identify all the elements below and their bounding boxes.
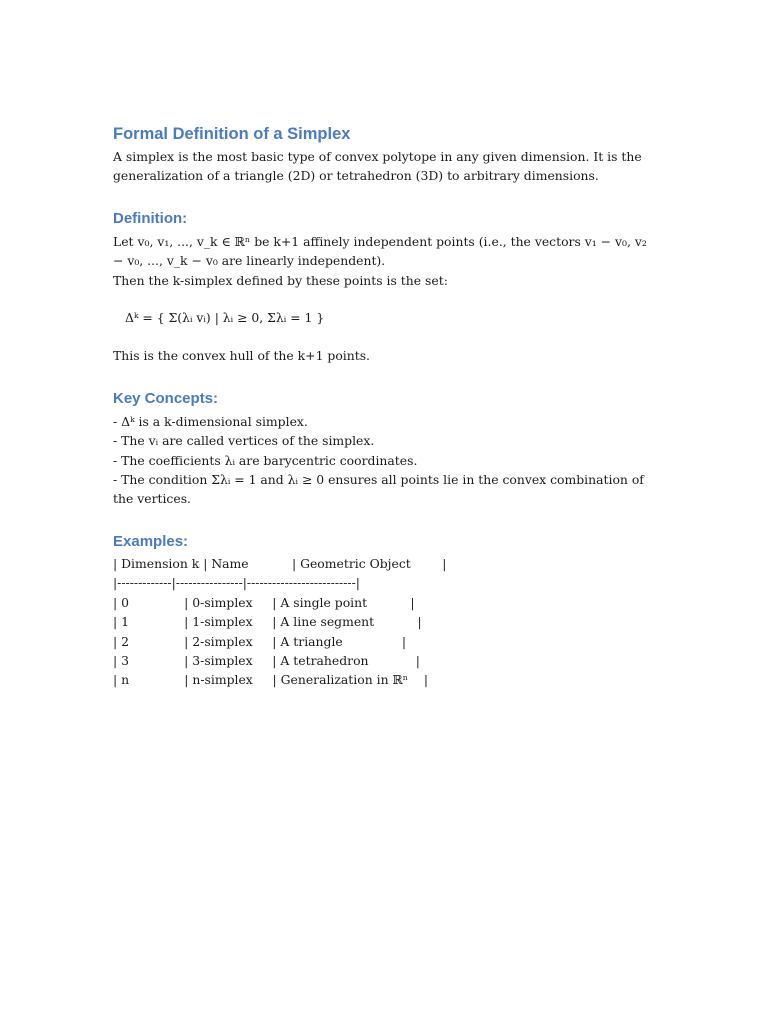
convex-hull-note: This is the convex hull of the k+1 points. xyxy=(113,348,370,364)
table-row: | 0 | 0-simplex | A single point | xyxy=(113,594,415,610)
list-item: - The vᵢ are called vertices of the simplex. xyxy=(113,433,375,449)
examples-table xyxy=(113,554,658,690)
examples-heading: Examples: xyxy=(113,532,189,550)
list-item: - The coefficients λᵢ are barycentric coordinates. xyxy=(113,452,418,468)
key-concepts-list xyxy=(113,412,658,509)
intro-paragraph: A simplex is the most basic type of convex polytope in any given dimension. It is the generalization of a triangle (2D) or tetrahedron (3D) to arbitrary dimensions. xyxy=(113,149,642,184)
list-item: - Δᵏ is a k-dimensional simplex. xyxy=(113,413,308,429)
definition-heading: Definition: xyxy=(113,209,188,227)
table-row: | 3 | 3-simplex | A tetrahedron | xyxy=(113,652,420,668)
table-row: | n | n-simplex | Generalization in ℝⁿ | xyxy=(113,672,429,688)
document-title: Formal Definition of a Simplex xyxy=(113,125,351,143)
list-item: - The condition Σλᵢ = 1 and λᵢ ≥ 0 ensures all points lie in the convex combination of the vertices. xyxy=(113,472,644,507)
table-header-row: | Dimension k | Name | Geometric Object | xyxy=(113,555,447,571)
key-concepts-heading: Key Concepts: xyxy=(113,389,219,407)
definition-line-1: Let v₀, v₁, ..., v_k ∈ ℝⁿ be k+1 affinely independent points (i.e., the vectors v₁ − v₀, v₂ − v₀, ..., v_k − v₀ are linearly independent). xyxy=(113,233,647,269)
table-row: | 1 | 1-simplex | A line segment | xyxy=(113,614,422,630)
document-page xyxy=(113,124,658,690)
table-row: | 2 | 2-simplex | A triangle | xyxy=(113,633,407,649)
table-separator-row: |-------------|----------------|--------------------------| xyxy=(113,575,360,591)
simplex-formula: Δᵏ = { Σ(λᵢ vᵢ) | λᵢ ≥ 0, Σλᵢ = 1 } xyxy=(125,310,325,326)
definition-body xyxy=(113,232,658,290)
definition-line-2: Then the k-simplex defined by these points is the set: xyxy=(113,272,448,288)
